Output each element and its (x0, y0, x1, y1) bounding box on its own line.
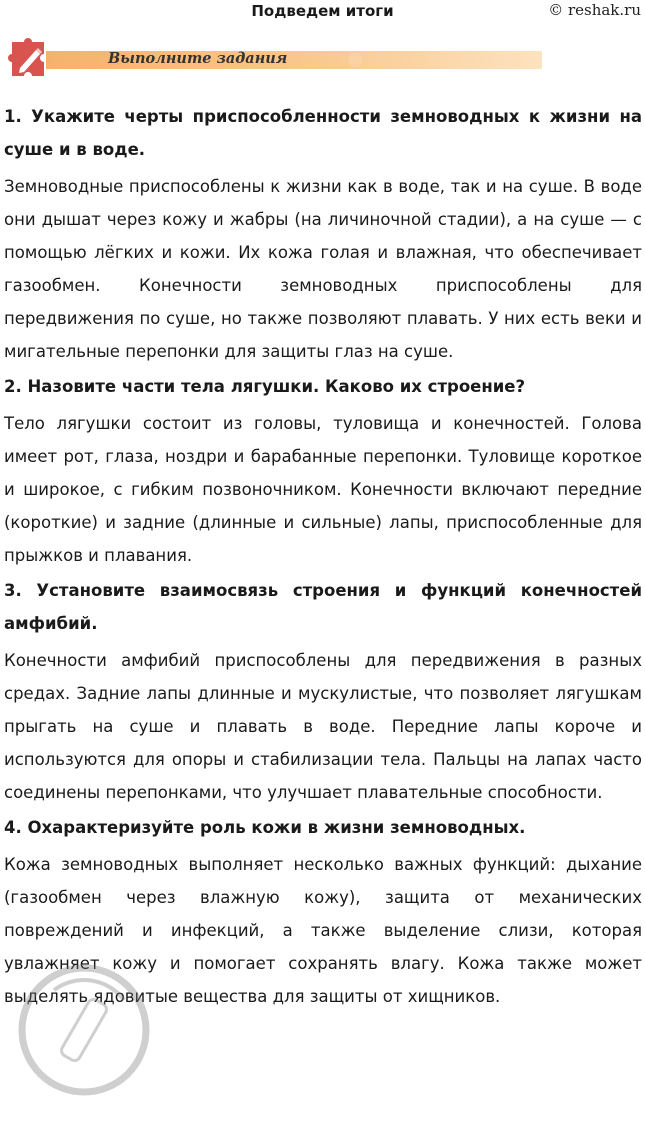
task-answer-1: Земноводные приспособлены к жизни как в воде, так и на суше. В воде они дышат через кожу и жабры (на личиночной стадии), а на суше — с помощью лёгких и кожи. Их кожа голая и влажная, что обеспечивает газообмен. Конечности земноводных приспособлены для передвижения по суше, но также позволяют плавать. У них есть веки и мигательные перепонки для защиты глаз на суше. (4, 177, 642, 361)
task-answer-4: Кожа земноводных выполняет несколько важных функций: дыхание (газообмен через влажную кожу), защита от механических повреждений и инфекций, а также выделение слизи, которая увлажняет кожу и помогает сохранять влагу. Кожа также может выделять ядовитые вещества для защиты от хищников. (4, 855, 642, 1006)
task-question-3: 3. Установите взаимосвязь строения и функций конечностей амфибий. (4, 581, 642, 633)
page-title: Подведем итоги (251, 2, 394, 20)
task-answer-3: Конечности амфибий приспособлены для передвижения в разных средах. Задние лапы длинные и мускулистые, что позволяет лягушкам прыгать на суше и плавать в воде. Передние лапы короче и используются для опоры и стабилизации тела. Пальцы на лапах часто соединены перепонками, что улучшает плавательные способности. (4, 651, 642, 802)
tasks-content (4, 100, 642, 1013)
task-question-4: 4. Охарактеризуйте роль кожи в жизни земноводных. (4, 818, 526, 837)
banner-label: Выполните задания (108, 50, 288, 67)
reshak-logo-icon (14, 960, 154, 1100)
section-banner (6, 36, 542, 84)
task-question-1: 1. Укажите черты приспособленности земноводных к жизни на суше и в воде. (4, 107, 642, 159)
task-answer-2: Тело лягушки состоит из головы, туловища и конечностей. Голова имеет рот, глаза, ноздри и барабанные перепонки. Туловище короткое и широкое, с гибким позвоночником. Конечности включают передние (короткие) и задние (длинные и сильные) лапы, приспособленные для прыжков и плавания. (4, 414, 642, 565)
task-question-2: 2. Назовите части тела лягушки. Каково их строение? (4, 377, 526, 396)
puzzle-pencil-icon (6, 36, 54, 84)
watermark-text: © reshak.ru (548, 1, 641, 19)
